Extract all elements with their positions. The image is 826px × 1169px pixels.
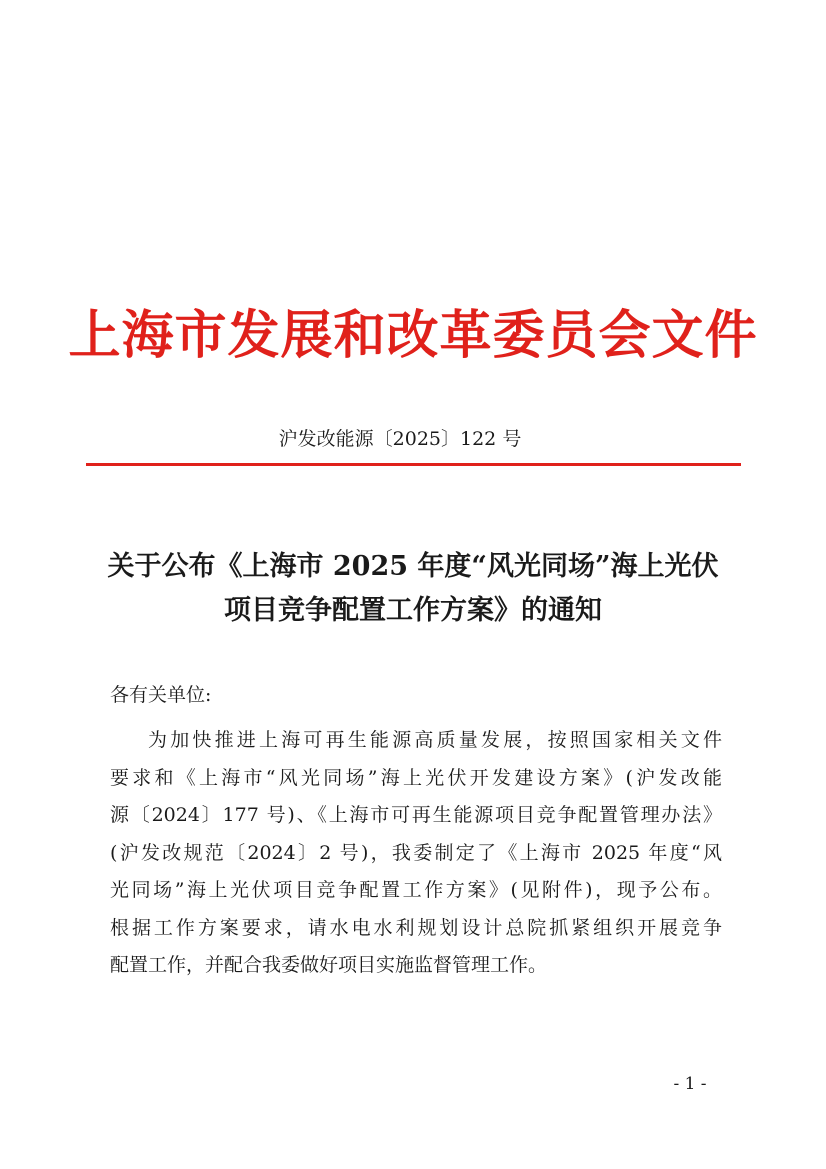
body-line: 源〔2024〕177 号)、《上海市可再生能源项目竞争配置管理办法》	[110, 804, 722, 826]
body-line: 要求和《上海市“风光同场”海上光伏开发建设方案》(沪发改能	[110, 766, 722, 789]
body-paragraph	[110, 722, 722, 985]
body-line: (沪发改规范〔2024〕2 号)，我委制定了《上海市 2025 年度“风	[110, 841, 722, 864]
body-line: 根据工作方案要求，请水电水利规划设计总院抓紧组织开展竞争	[110, 916, 722, 939]
red-divider-line	[86, 463, 741, 466]
masthead-title: 上海市发展和改革委员会文件	[68, 305, 758, 366]
page-number: - 1 -	[673, 1074, 707, 1094]
notice-title	[60, 545, 766, 633]
body-line: 光同场”海上光伏项目竞争配置工作方案》(见附件)，现予公布。	[110, 879, 722, 901]
salutation: 各有关单位:	[110, 684, 212, 706]
notice-title-line-1: 关于公布《上海市 2025 年度“风光同场”海上光伏	[107, 551, 719, 582]
body-line: 配置工作，并配合我委做好项目实施监督管理工作。	[110, 954, 548, 976]
notice-title-line-2: 项目竞争配置工作方案》的通知	[224, 595, 602, 626]
body-line: 为加快推进上海可再生能源高质量发展，按照国家相关文件	[148, 729, 722, 751]
document-number: 沪发改能源〔2025〕122 号	[278, 428, 522, 450]
